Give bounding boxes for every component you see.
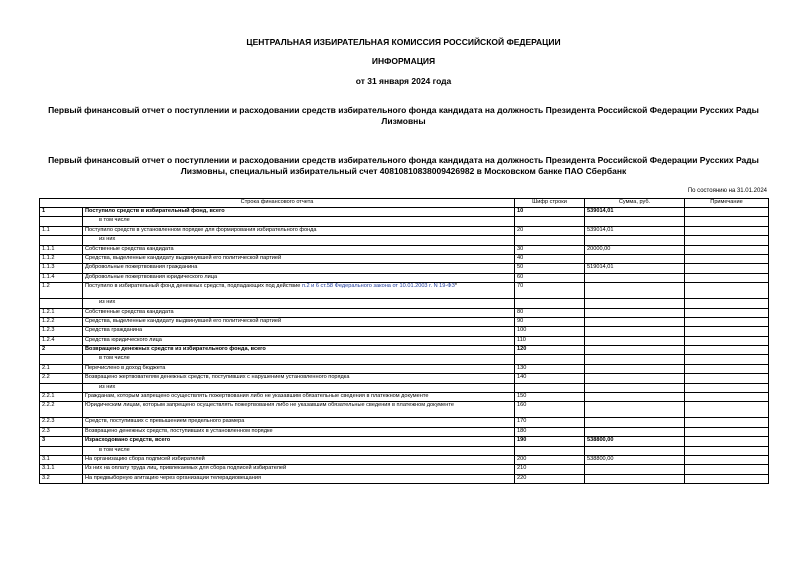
table-row [40, 299, 769, 308]
row-note [685, 299, 769, 308]
row-note [685, 383, 769, 392]
row-number: 3.1 [40, 455, 83, 464]
law-reference-link[interactable]: п.2 и 6 ст.58 Федерального закона от 10.01.2003 г. N 19-ФЗ [301, 283, 455, 290]
row-note [685, 327, 769, 336]
row-code: 200 [515, 455, 585, 464]
table-row [40, 283, 769, 299]
row-number: 1.2 [40, 283, 83, 299]
table-row [40, 226, 769, 235]
row-note [685, 446, 769, 455]
row-number: 2.3 [40, 427, 83, 436]
table-row [40, 327, 769, 336]
row-label: Израсходовано средств, всего [83, 437, 515, 446]
row-sum [585, 446, 685, 455]
row-sum [585, 465, 685, 474]
row-label: Добровольные пожертвования гражданина [83, 264, 515, 273]
row-code [515, 236, 585, 245]
row-code: 110 [515, 336, 585, 345]
row-number: 1.1.3 [40, 264, 83, 273]
report-title-1: Первый финансовый отчет о поступлении и расходовании средств избирательного фонда кандидата на должность Президента Российской Федерации Русских Рады Лизмовны [48, 105, 759, 126]
row-note [685, 465, 769, 474]
table-row [40, 383, 769, 392]
row-number: 2.2.2 [40, 402, 83, 418]
row-label: Перечислено в доход бюджета [83, 364, 515, 373]
row-code: 100 [515, 327, 585, 336]
row-note [685, 254, 769, 263]
row-sum [585, 236, 685, 245]
table-row [40, 374, 769, 383]
row-note [685, 374, 769, 383]
row-note [685, 393, 769, 402]
row-number: 2.1 [40, 364, 83, 373]
row-number: 1.1.1 [40, 245, 83, 254]
row-label: из них [83, 236, 515, 245]
row-sum [585, 402, 685, 418]
row-label: Возвращено денежных средств, поступивших в установленном порядке [83, 427, 515, 436]
row-code [515, 355, 585, 364]
col-header-sum: Сумма, руб. [585, 199, 685, 208]
row-sum [585, 418, 685, 427]
row-label: Средств, поступивших с превышением предельного размера [83, 418, 515, 427]
row-note [685, 437, 769, 446]
row-code: 80 [515, 308, 585, 317]
row-sum: 538800,00 [585, 455, 685, 464]
row-label: Поступило средств в избирательный фонд, всего [83, 208, 515, 217]
row-label: Собственные средства кандидата [83, 245, 515, 254]
table-row [40, 418, 769, 427]
table-row [40, 336, 769, 345]
row-code [515, 383, 585, 392]
row-code [515, 299, 585, 308]
row-sum [585, 393, 685, 402]
row-note [685, 402, 769, 418]
row-code [515, 446, 585, 455]
table-row [40, 317, 769, 326]
table-row [40, 437, 769, 446]
row-note [685, 217, 769, 226]
row-label: Средства юридического лица [83, 336, 515, 345]
row-note [685, 245, 769, 254]
row-code: 190 [515, 437, 585, 446]
row-label: Собственные средства кандидата [83, 308, 515, 317]
financial-report-table [39, 198, 769, 484]
row-label: в том числе [83, 355, 515, 364]
col-header-note: Примечание [685, 199, 769, 208]
row-label: в том числе [83, 446, 515, 455]
row-number: 1.2.4 [40, 336, 83, 345]
col-header-code: Шифр строки [515, 199, 585, 208]
row-number: 1 [40, 208, 83, 217]
row-number [40, 446, 83, 455]
row-code: 20 [515, 226, 585, 235]
table-row [40, 455, 769, 464]
row-code: 10 [515, 208, 585, 217]
row-sum [585, 217, 685, 226]
info-heading: ИНФОРМАЦИЯ [371, 56, 436, 66]
row-code: 220 [515, 474, 585, 483]
table-row [40, 364, 769, 373]
col-header-line: Строка финансового отчета [40, 199, 515, 208]
row-number: 3 [40, 437, 83, 446]
table-body [40, 208, 769, 484]
row-number [40, 383, 83, 392]
row-sum [585, 427, 685, 436]
row-label: Средства гражданина [83, 327, 515, 336]
row-sum [585, 474, 685, 483]
table-row [40, 208, 769, 217]
row-sum: 539014,01 [585, 226, 685, 235]
row-note [685, 226, 769, 235]
row-sum [585, 346, 685, 355]
table-header-row [40, 199, 769, 208]
row-label: Добровольные пожертвования юридического лица [83, 273, 515, 282]
as-of-date: По состоянию на 31.01.2024 [687, 188, 767, 194]
table-row [40, 346, 769, 355]
row-code: 90 [515, 317, 585, 326]
row-code: 210 [515, 465, 585, 474]
row-note [685, 418, 769, 427]
table-row [40, 217, 769, 226]
table-row [40, 245, 769, 254]
row-note [685, 208, 769, 217]
row-sum [585, 364, 685, 373]
row-sum [585, 355, 685, 364]
table-row [40, 254, 769, 263]
table-row [40, 474, 769, 483]
table-row [40, 465, 769, 474]
row-label: На предвыборную агитацию через организации телерадиовещания [83, 474, 515, 483]
row-sum [585, 308, 685, 317]
row-note [685, 364, 769, 373]
table-row [40, 264, 769, 273]
row-sum [585, 317, 685, 326]
row-label: из них [83, 383, 515, 392]
row-label: Средства, выделенные кандидату выдвинувшей его политической партией [83, 254, 515, 263]
row-label: Из них на оплату труда лиц, привлекаемых для сбора подписей избирателей [83, 465, 515, 474]
table-row [40, 236, 769, 245]
row-number: 2.2.3 [40, 418, 83, 427]
row-number [40, 299, 83, 308]
table-row [40, 273, 769, 282]
row-note [685, 336, 769, 345]
row-sum [585, 283, 685, 299]
row-number [40, 236, 83, 245]
row-note [685, 455, 769, 464]
row-label: Юридическим лицам, которым запрещено осуществлять пожертвования либо не указавшим обязательные сведения в платежном документе [83, 402, 515, 418]
row-note [685, 273, 769, 282]
row-note [685, 355, 769, 364]
row-number: 3.1.1 [40, 465, 83, 474]
row-code: 160 [515, 402, 585, 418]
table-row [40, 355, 769, 364]
row-label: Возвращено денежных средств из избирательного фонда, всего [83, 346, 515, 355]
row-number: 1.1 [40, 226, 83, 235]
row-number: 2.2 [40, 374, 83, 383]
row-sum [585, 327, 685, 336]
table-row [40, 402, 769, 418]
row-code: 130 [515, 364, 585, 373]
row-number: 3.2 [40, 474, 83, 483]
row-note [685, 283, 769, 299]
row-number [40, 355, 83, 364]
row-sum [585, 374, 685, 383]
row-sum [585, 336, 685, 345]
row-number: 2 [40, 346, 83, 355]
row-note [685, 317, 769, 326]
row-label: из них [83, 299, 515, 308]
row-code: 150 [515, 393, 585, 402]
row-number: 1.2.1 [40, 308, 83, 317]
row-sum [585, 254, 685, 263]
row-code: 30 [515, 245, 585, 254]
row-sum [585, 273, 685, 282]
row-label: Средства, выделенные кандидату выдвинувшей его политической партией [83, 317, 515, 326]
row-label [83, 283, 515, 299]
row-code: 120 [515, 346, 585, 355]
date-heading: от 31 января 2024 года [355, 76, 452, 86]
row-sum: 519014,01 [585, 264, 685, 273]
row-number: 2.2.1 [40, 393, 83, 402]
row-note [685, 236, 769, 245]
row-label-text: Поступило в избирательный фонд денежных средств, подпадающих под действие [85, 283, 302, 290]
row-code [515, 217, 585, 226]
row-label: На организацию сбора подписей избирателей [83, 455, 515, 464]
row-code: 40 [515, 254, 585, 263]
row-number: 1.2.3 [40, 327, 83, 336]
row-sum [585, 299, 685, 308]
row-sum: 20000,00 [585, 245, 685, 254]
row-code: 60 [515, 273, 585, 282]
report-title-2: Первый финансовый отчет о поступлении и расходовании средств избирательного фонда кандидата на должность Президента Российской Федерации Русских Рады Лизмовны, специальный избирательный счет 40810810838009426982 в Московском банке ПАО Сбербанк [48, 155, 759, 176]
row-code: 70 [515, 283, 585, 299]
row-label: Поступило средств в установленном порядке для формирования избирательного фонда [83, 226, 515, 235]
row-number: 1.1.2 [40, 254, 83, 263]
row-label-tail: * [454, 283, 458, 290]
row-code: 170 [515, 418, 585, 427]
row-note [685, 308, 769, 317]
table-row [40, 308, 769, 317]
row-number: 1.1.4 [40, 273, 83, 282]
row-note [685, 264, 769, 273]
row-note [685, 474, 769, 483]
row-code: 50 [515, 264, 585, 273]
row-sum [585, 383, 685, 392]
table-row [40, 393, 769, 402]
row-code: 180 [515, 427, 585, 436]
row-number [40, 217, 83, 226]
row-sum: 539014,01 [585, 208, 685, 217]
commission-heading: ЦЕНТРАЛЬНАЯ ИЗБИРАТЕЛЬНАЯ КОМИССИЯ РОССИЙСКОЙ ФЕДЕРАЦИИ [246, 37, 561, 47]
row-number: 1.2.2 [40, 317, 83, 326]
row-note [685, 346, 769, 355]
row-label: Гражданам, которым запрещено осуществлять пожертвования либо не указавшим обязательные сведения в платежном документе [83, 393, 515, 402]
row-code: 140 [515, 374, 585, 383]
row-sum: 538800,00 [585, 437, 685, 446]
row-label: Возвращено жертвователям денежных средств, поступивших с нарушением установленного порядка [83, 374, 515, 383]
row-label: в том числе [83, 217, 515, 226]
table-row [40, 427, 769, 436]
row-note [685, 427, 769, 436]
table-row [40, 446, 769, 455]
